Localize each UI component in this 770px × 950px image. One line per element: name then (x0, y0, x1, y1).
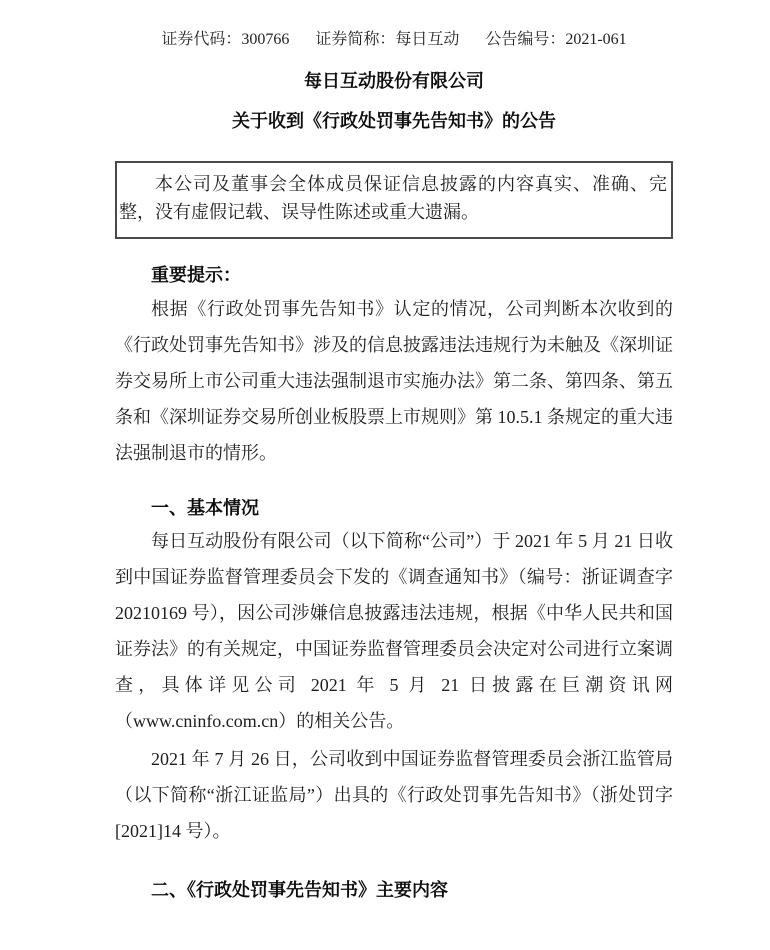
declaration-box (115, 161, 673, 239)
announcement-title: 关于收到《行政处罚事先告知书》的公告 (232, 111, 556, 131)
stock-code-label: 证券代码：300766 (161, 31, 290, 48)
company-title: 每日互动股份有限公司 (304, 71, 484, 91)
announcement-number-label: 公告编号：2021-061 (485, 31, 627, 48)
document-header (115, 30, 673, 50)
important-notice-heading: 重要提示： (151, 265, 241, 285)
important-notice-body: 根据《行政处罚事先告知书》认定的情况，公司判断本次收到的《行政处罚事先告知书》涉及的信息披露违法违规行为未触及《深圳证券交易所上市公司重大违法强制退市实施办法》第二条、第四条、第五条和《深圳证券交易所创业板股票上市规则》第 10.5.1 条规定的重大违法强制退市的情形。 (115, 299, 673, 463)
stock-abbr-label: 证券简称：每日互动 (315, 31, 460, 48)
section-2-heading: 二、《行政处罚事先告知书》主要内容 (151, 880, 448, 900)
declaration-text: 本公司及董事会全体成员保证信息披露的内容真实、准确、完整，没有虚假记载、误导性陈述或重大遗漏。 (119, 174, 667, 222)
section-1-paragraph-2: 2021 年 7 月 26 日，公司收到中国证券监督管理委员会浙江监管局（以下简称“浙江证监局”）出具的《行政处罚事先告知书》（浙处罚字[2021]14 号）。 (115, 749, 673, 841)
section-1-paragraph-1: 每日互动股份有限公司（以下简称“公司”）于 2021 年 5 月 21 日收到中国证券监督管理委员会下发的《调查通知书》（编号：浙证调查字 20210169 号），因公司涉嫌信息披露违法违规，根据《中华人民共和国证券法》的有关规定，中国证券监督管理委员会决定对公司进行立案调查，具体详见公司 2021 年 5 月 21 日披露在巨潮资讯网（www.cninfo.com.cn）的相关公告。 (115, 531, 673, 731)
section-1-heading: 一、基本情况 (151, 498, 259, 518)
